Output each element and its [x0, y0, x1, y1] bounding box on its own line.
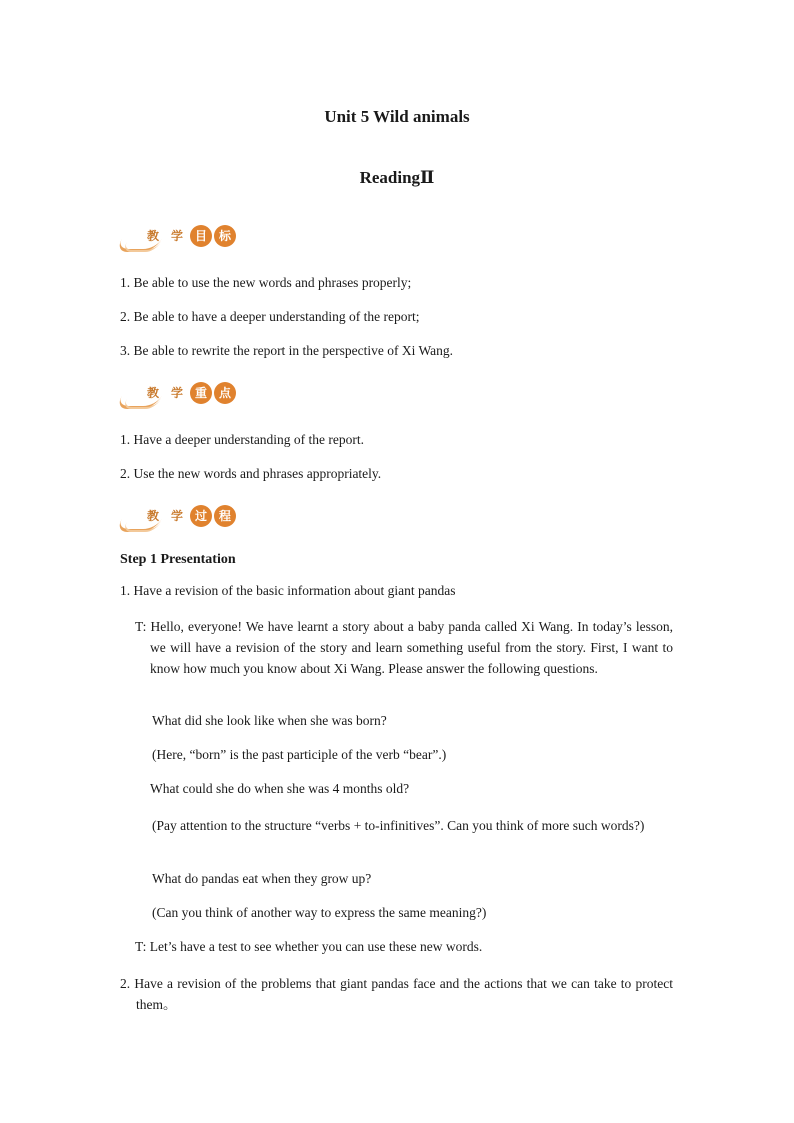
badge-char: 教 [146, 509, 159, 523]
badge-char: 点 [214, 382, 236, 404]
objective-item: 3. Be able to rewrite the report in the perspective of Xi Wang. [120, 343, 454, 358]
note: (Here, “born” is the past participle of the verb “bear”.) [152, 747, 447, 762]
teacher-intro-text: T: Hello, everyone! We have learnt a story about a baby panda called Xi Wang. In today’s lesson, we will have a revision of the story and learn something useful from the story. First, I want to know how much you know about Xi Wang. Please answer the following questions. [135, 619, 673, 676]
badge-char: 教 [146, 386, 159, 400]
page-title: Unit 5 Wild animals [324, 107, 470, 126]
note: (Can you think of another way to express the same meaning?) [152, 905, 487, 920]
teacher-intro [135, 616, 673, 679]
question: What do pandas eat when they grow up? [152, 871, 372, 886]
step-heading: Step 1 Presentation [120, 552, 236, 567]
badge-char: 教 [146, 229, 159, 243]
badge-char: 目 [190, 225, 212, 247]
badge-char: 过 [190, 505, 212, 527]
badge-char: 学 [170, 386, 183, 400]
process-item: 1. Have a revision of the basic information about giant pandas [120, 583, 456, 598]
objectives-badge [118, 225, 231, 251]
page-subtitle: ReadingⅡ [359, 168, 435, 187]
process-item-text: 2. Have a revision of the problems that giant pandas face and the actions that we can take to protect them。 [120, 976, 673, 1012]
process-badge [118, 505, 231, 531]
badge-char: 学 [170, 509, 183, 523]
badge-char: 重 [190, 382, 212, 404]
badge-char: 学 [170, 229, 183, 243]
badge-char: 标 [214, 225, 236, 247]
question: What could she do when she was 4 months old? [150, 781, 410, 796]
objective-item: 1. Be able to use the new words and phrases properly; [120, 275, 412, 290]
note: (Pay attention to the structure “verbs + to-infinitives”. Can you think of more such words?) [152, 818, 645, 833]
badge-char: 程 [214, 505, 236, 527]
process-item [120, 973, 673, 1015]
question: What did she look like when she was born? [152, 713, 387, 728]
teacher-test: T: Let’s have a test to see whether you can use these new words. [135, 939, 483, 954]
objective-item: 2. Be able to have a deeper understanding of the report; [120, 309, 420, 324]
key-point-item: 2. Use the new words and phrases appropriately. [120, 466, 382, 481]
key-point-item: 1. Have a deeper understanding of the report. [120, 432, 365, 447]
key-points-badge [118, 382, 231, 408]
